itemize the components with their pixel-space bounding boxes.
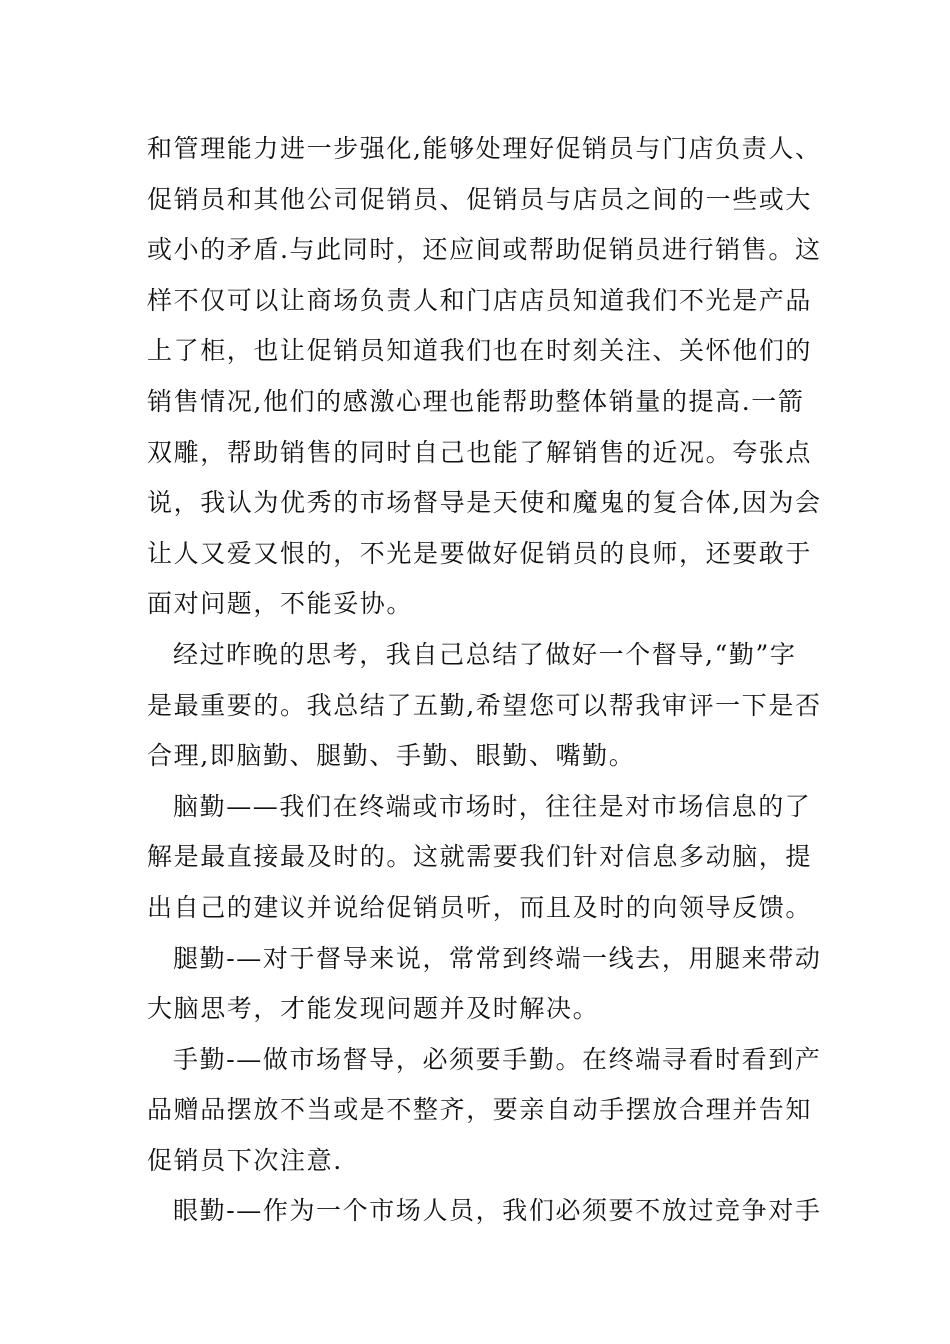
- text-line: 销售情况,他们的感激心理也能帮助整体销量的提高.一箭: [147, 386, 805, 416]
- text-line: 品赠品摆放不当或是不整齐，要亲自动手摆放合理并告知: [147, 1095, 813, 1125]
- text-line: 大脑思考，才能发现问题并及时解决。: [147, 994, 600, 1024]
- text-line: 出自己的建议并说给促销员听，而且及时的向领导反馈。: [147, 892, 813, 922]
- paragraph-first-line: 腿勤-—对于督导来说，常常到终端一线去，用腿来带动: [173, 943, 822, 973]
- text-line: 让人又爱又恨的，不光是要做好促销员的良师，还要敢于: [147, 538, 813, 568]
- text-line: 促销员下次注意.: [147, 1145, 343, 1175]
- paragraph-first-line: 眼勤-—作为一个市场人员，我们必须要不放过竞争对手: [173, 1196, 822, 1226]
- text-line: 合理,即脑勤、腿勤、手勤、眼勤、嘴勤。: [147, 741, 636, 771]
- paragraph-first-line: 经过昨晚的思考，我自己总结了做好一个督导,“勤”字: [173, 639, 797, 669]
- text-line: 说，我认为优秀的市场督导是天使和魔鬼的复合体,因为会: [147, 488, 822, 518]
- text-line: 或小的矛盾.与此同时，还应间或帮助促销员进行销售。这: [147, 235, 822, 265]
- paragraph-first-line: 脑勤——我们在终端或市场时，往往是对市场信息的了: [173, 791, 812, 821]
- text-line: 双雕，帮助销售的同时自己也能了解销售的近况。夸张点: [147, 437, 813, 467]
- text-line: 解是最直接最及时的。这就需要我们针对信息多动脑，提: [147, 842, 813, 872]
- text-line: 促销员和其他公司促销员、促销员与店员之间的一些或大: [147, 184, 813, 214]
- body-text: [147, 124, 822, 1237]
- text-line: 样不仅可以让商场负责人和门店店员知道我们不光是产品: [147, 285, 813, 315]
- text-line: 是最重要的。我总结了五勤,希望您可以帮我审评一下是否: [147, 690, 822, 720]
- paragraph-first-line: 手勤-—做市场督导，必须要手勤。在终端寻看时看到产: [173, 1044, 822, 1074]
- text-line: 面对问题，不能妥协。: [147, 589, 414, 619]
- text-line: 和管理能力进一步强化,能够处理好促销员与门店负责人、: [147, 134, 822, 163]
- text-line: 上了柜，也让促销员知道我们也在时刻关注、关怀他们的: [147, 336, 813, 366]
